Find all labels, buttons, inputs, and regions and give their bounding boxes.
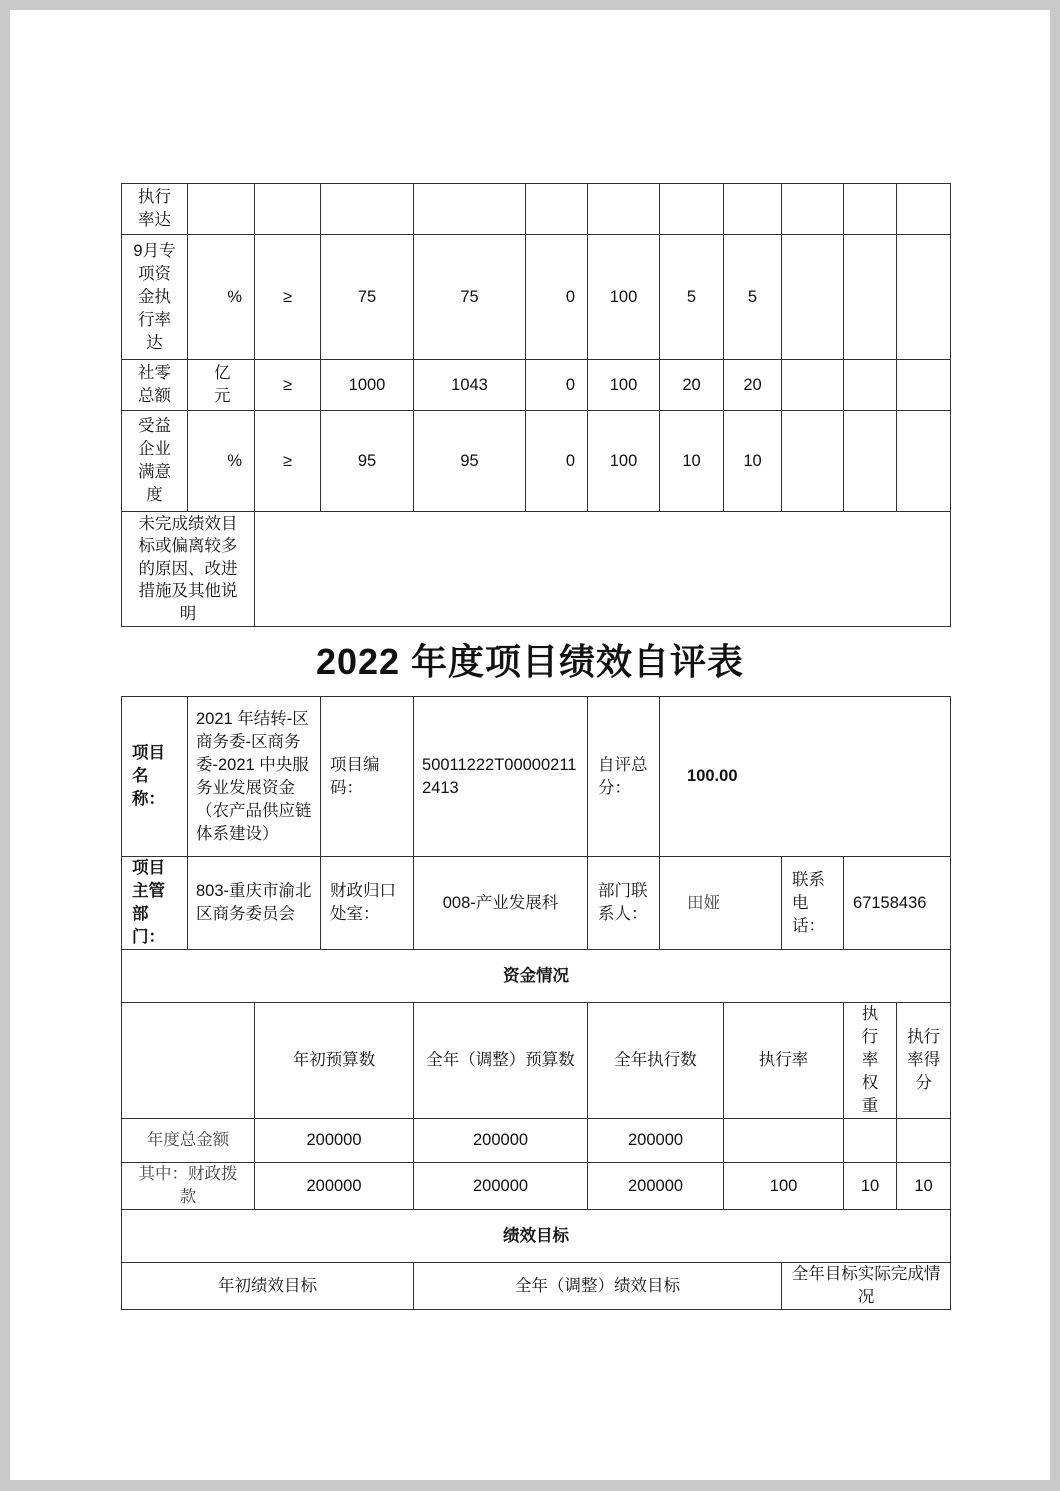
finance-label: 财政归口处室： (321, 857, 414, 950)
evaluation-table (121, 696, 951, 1310)
finance-value: 008-产业发展科 (414, 857, 588, 950)
indicator-value: 10 (724, 411, 782, 512)
note-label: 未完成绩效目标或偏离较多的原因、改进措施及其他说明 (122, 512, 255, 627)
funds-cell: 200000 (588, 1163, 724, 1210)
indicator-value: 75 (321, 235, 414, 360)
indicator-value: 10 (660, 411, 724, 512)
funds-cell: 10 (897, 1163, 951, 1210)
indicator-value: 75 (414, 235, 526, 360)
funds-section-row (122, 950, 951, 1003)
page-title: 2022 年度项目绩效自评表 (315, 641, 745, 682)
indicator-value: 0 (526, 360, 588, 411)
funds-cell (724, 1119, 844, 1163)
indicator-value: 0 (526, 235, 588, 360)
indicator-value: 20 (660, 360, 724, 411)
indicator-value: 0 (526, 411, 588, 512)
indicator-row (122, 411, 951, 512)
indicator-name: 执行率达 (122, 184, 188, 235)
funds-cell: 200000 (255, 1163, 414, 1210)
indicator-name: 受益企业满意度 (122, 411, 188, 512)
perf-header: 年初绩效目标 (122, 1263, 414, 1310)
funds-row-label: 年度总金额 (122, 1119, 255, 1163)
funds-cell: 100 (724, 1163, 844, 1210)
funds-header: 执行率 (724, 1003, 844, 1119)
funds-row-label: 其中：财政拨款 (122, 1163, 255, 1210)
indicator-row (122, 184, 951, 235)
indicator-operator: ≥ (255, 360, 321, 411)
indicator-value: 95 (321, 411, 414, 512)
project-name-label: 项目名称： (122, 697, 188, 857)
indicator-value: 20 (724, 360, 782, 411)
indicator-row (122, 360, 951, 411)
indicator-name: 社零总额 (122, 360, 188, 411)
project-name-value: 2021 年结转-区商务委-区商务委-2021 中央服务业发展资金（农产品供应链体系建设） (188, 697, 321, 857)
funds-row (122, 1163, 951, 1210)
funds-cell: 200000 (588, 1119, 724, 1163)
indicator-unit: % (188, 235, 255, 360)
indicator-row (122, 235, 951, 360)
score-label: 自评总分： (588, 697, 660, 857)
perf-section-row (122, 1210, 951, 1263)
dept-value: 803-重庆市渝北区商务委员会 (188, 857, 321, 950)
indicator-table (121, 183, 951, 627)
funds-cell: 10 (844, 1163, 897, 1210)
indicator-operator: ≥ (255, 235, 321, 360)
indicator-value: 1043 (414, 360, 526, 411)
funds-header-row (122, 1003, 951, 1119)
note-value (255, 512, 951, 627)
contact-label: 部门联系人： (588, 857, 660, 950)
indicator-unit: 亿元 (188, 360, 255, 411)
indicator-operator: ≥ (255, 411, 321, 512)
funds-header: 执行率得分 (897, 1003, 951, 1119)
funds-section-title: 资金情况 (122, 950, 951, 1003)
score-value: 100.00 (660, 697, 951, 857)
funds-cell: 200000 (414, 1163, 588, 1210)
funds-header: 全年（调整）预算数 (414, 1003, 588, 1119)
dept-label: 项目主管部门： (122, 857, 188, 950)
funds-header: 全年执行数 (588, 1003, 724, 1119)
indicator-unit: % (188, 411, 255, 512)
perf-header: 全年目标实际完成情况 (782, 1263, 951, 1310)
perf-section-title: 绩效目标 (122, 1210, 951, 1263)
funds-cell: 200000 (414, 1119, 588, 1163)
department-row (122, 857, 951, 950)
indicator-value: 5 (724, 235, 782, 360)
funds-cell (897, 1119, 951, 1163)
funds-header: 年初预算数 (255, 1003, 414, 1119)
indicator-name: 9月专项资金执行率达 (122, 235, 188, 360)
contact-value: 田娅 (660, 857, 782, 950)
project-code-value: 50011222T000002112413 (414, 697, 588, 857)
funds-row (122, 1119, 951, 1163)
project-info-row (122, 697, 951, 857)
phone-label: 联系电话： (782, 857, 844, 950)
indicator-value: 100 (588, 235, 660, 360)
perf-header: 全年（调整）绩效目标 (414, 1263, 782, 1310)
indicator-value: 1000 (321, 360, 414, 411)
funds-cell: 200000 (255, 1119, 414, 1163)
indicator-value: 5 (660, 235, 724, 360)
note-row (122, 512, 951, 627)
funds-header: 执行率权重 (844, 1003, 897, 1119)
indicator-value: 95 (414, 411, 526, 512)
funds-cell (844, 1119, 897, 1163)
project-code-label: 项目编码： (321, 697, 414, 857)
phone-value: 67158436 (844, 857, 951, 950)
indicator-value: 100 (588, 411, 660, 512)
perf-header-row (122, 1263, 951, 1310)
indicator-value: 100 (588, 360, 660, 411)
